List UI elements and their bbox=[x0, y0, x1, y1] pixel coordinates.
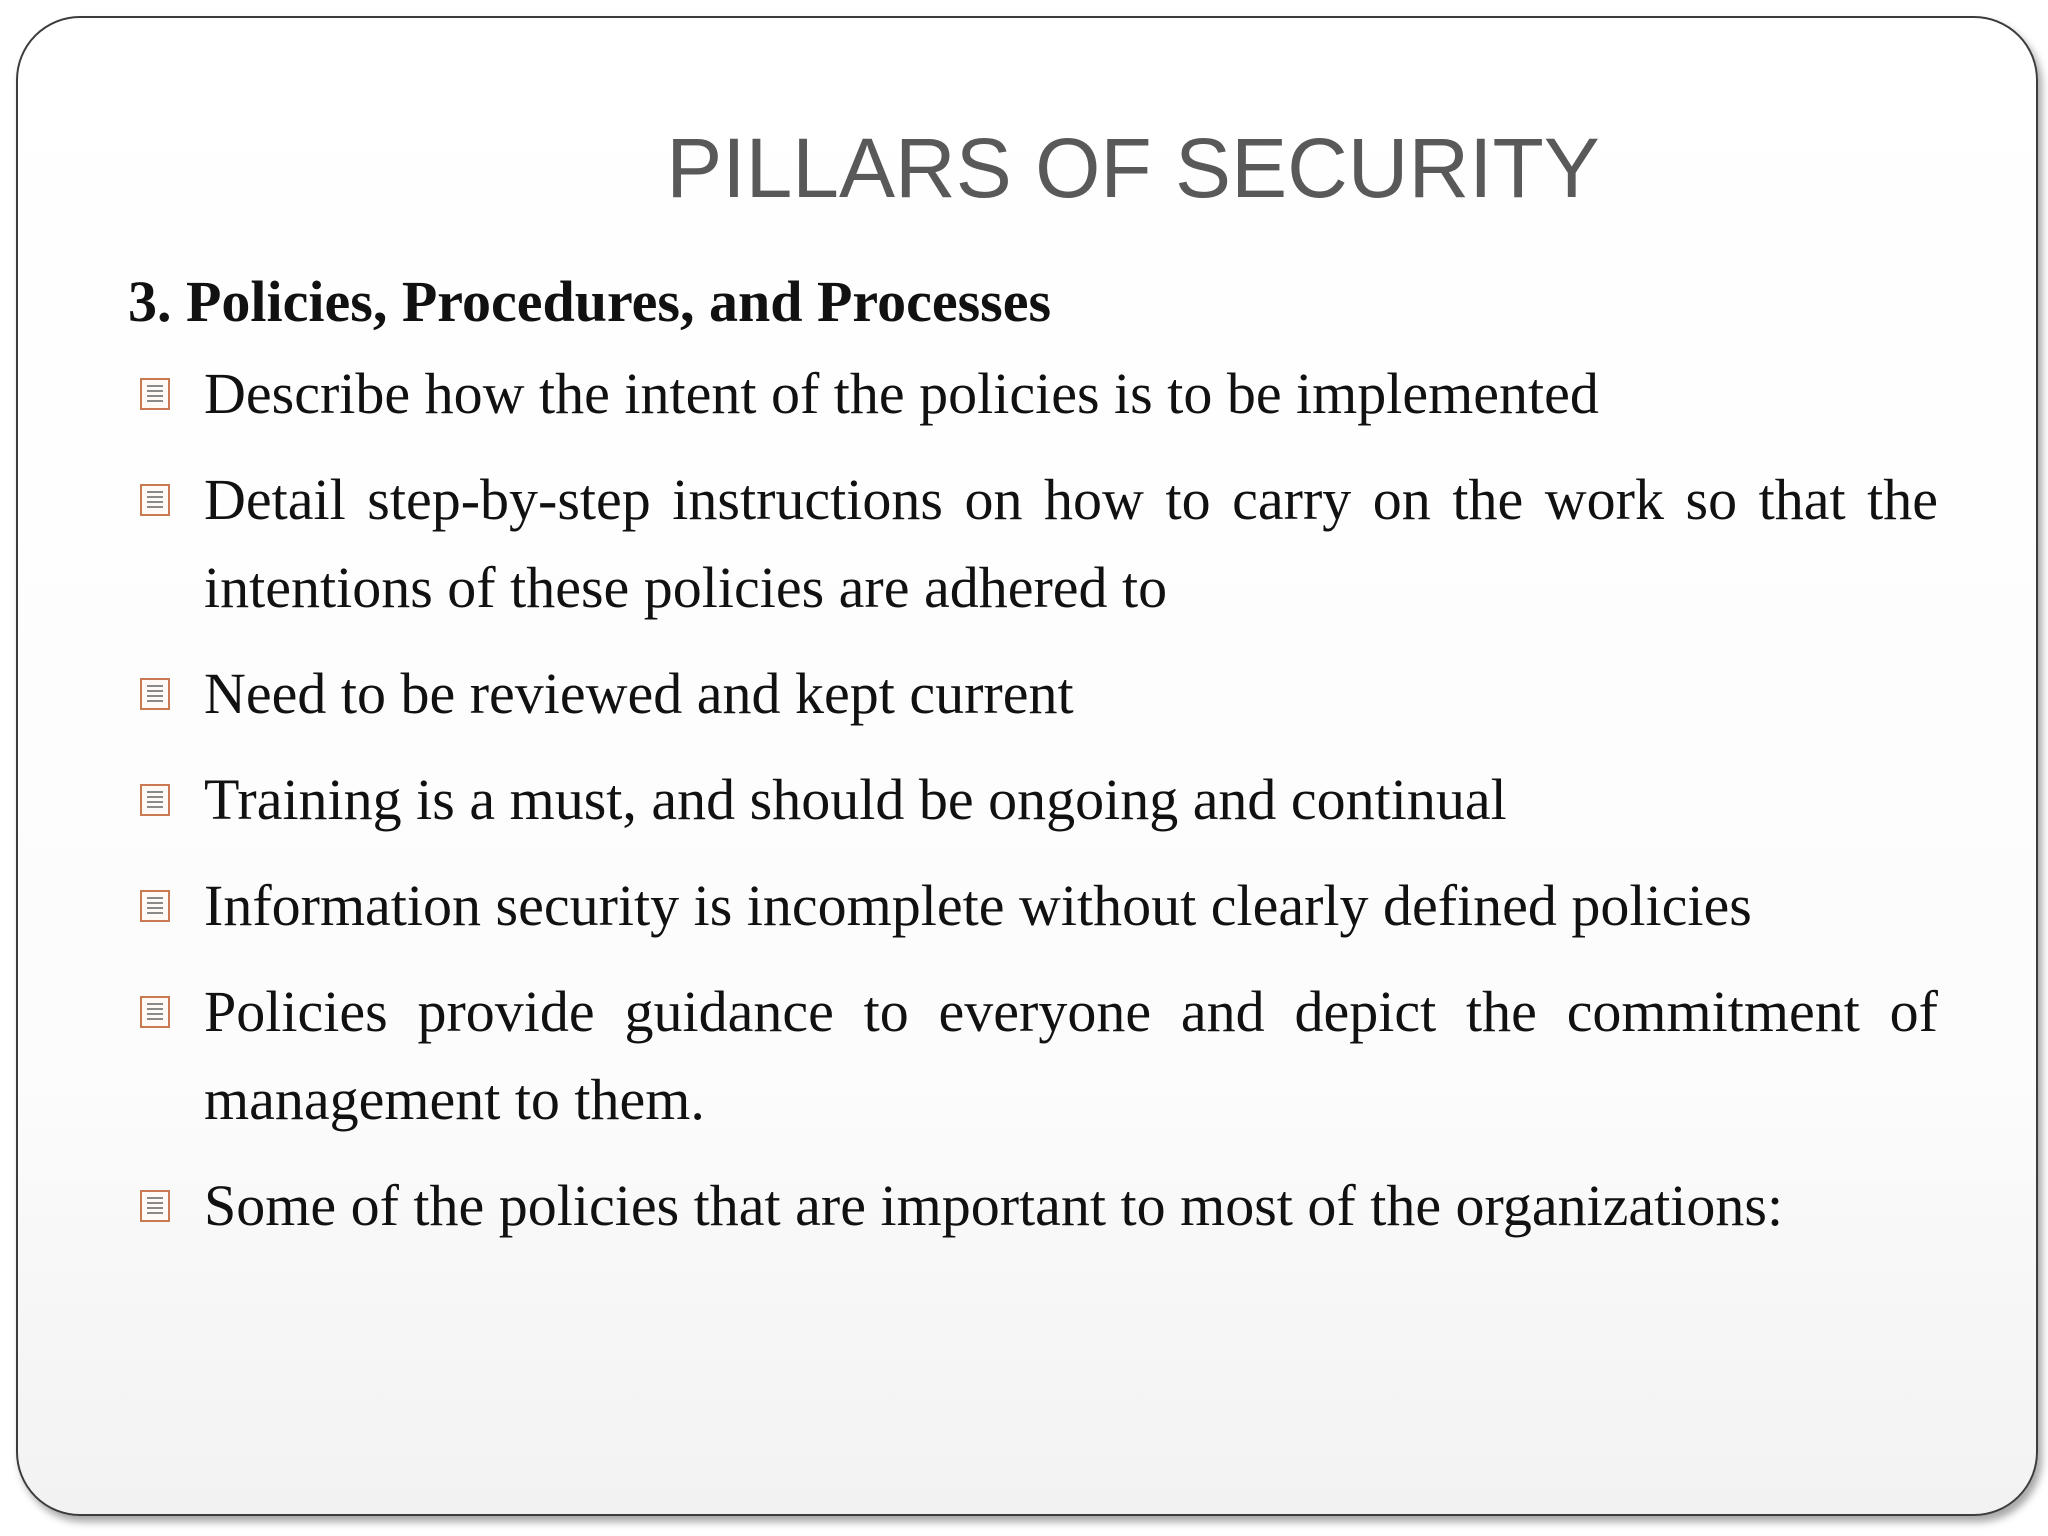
bullet-item bbox=[128, 968, 1938, 1144]
bullet-item bbox=[128, 456, 1938, 632]
bullet-item bbox=[128, 862, 1938, 950]
slide-content bbox=[128, 258, 1938, 1268]
bullet-item bbox=[128, 756, 1938, 844]
bullet-item bbox=[128, 1162, 1938, 1250]
lined-square-bullet-icon bbox=[140, 996, 170, 1028]
bullet-text: Detail step-by-step instructions on how to carry on the work so that the intentions of these policies are adhered to bbox=[204, 467, 1938, 620]
bullet-text: Policies provide guidance to everyone and depict the commitment of management to them. bbox=[204, 979, 1938, 1132]
slide-title: PILLARS OF SECURITY bbox=[666, 121, 1600, 215]
bullet-item bbox=[128, 350, 1938, 438]
lined-square-bullet-icon bbox=[140, 378, 170, 410]
lined-square-bullet-icon bbox=[140, 890, 170, 922]
lined-square-bullet-icon bbox=[140, 1190, 170, 1222]
bullet-text: Information security is incomplete without clearly defined policies bbox=[204, 873, 1752, 938]
lined-square-bullet-icon bbox=[140, 484, 170, 516]
lined-square-bullet-icon bbox=[140, 784, 170, 816]
slide bbox=[16, 16, 2038, 1516]
section-heading: 3. Policies, Procedures, and Processes bbox=[128, 269, 1052, 334]
bullet-text: Need to be reviewed and kept current bbox=[204, 661, 1074, 726]
bullet-item bbox=[128, 650, 1938, 738]
bullet-text: Training is a must, and should be ongoing and continual bbox=[204, 767, 1507, 832]
bullet-text: Describe how the intent of the policies is to be implemented bbox=[204, 361, 1599, 426]
lined-square-bullet-icon bbox=[140, 678, 170, 710]
bullet-list bbox=[128, 350, 1938, 1250]
bullet-text: Some of the policies that are important to most of the organizations: bbox=[204, 1173, 1784, 1238]
